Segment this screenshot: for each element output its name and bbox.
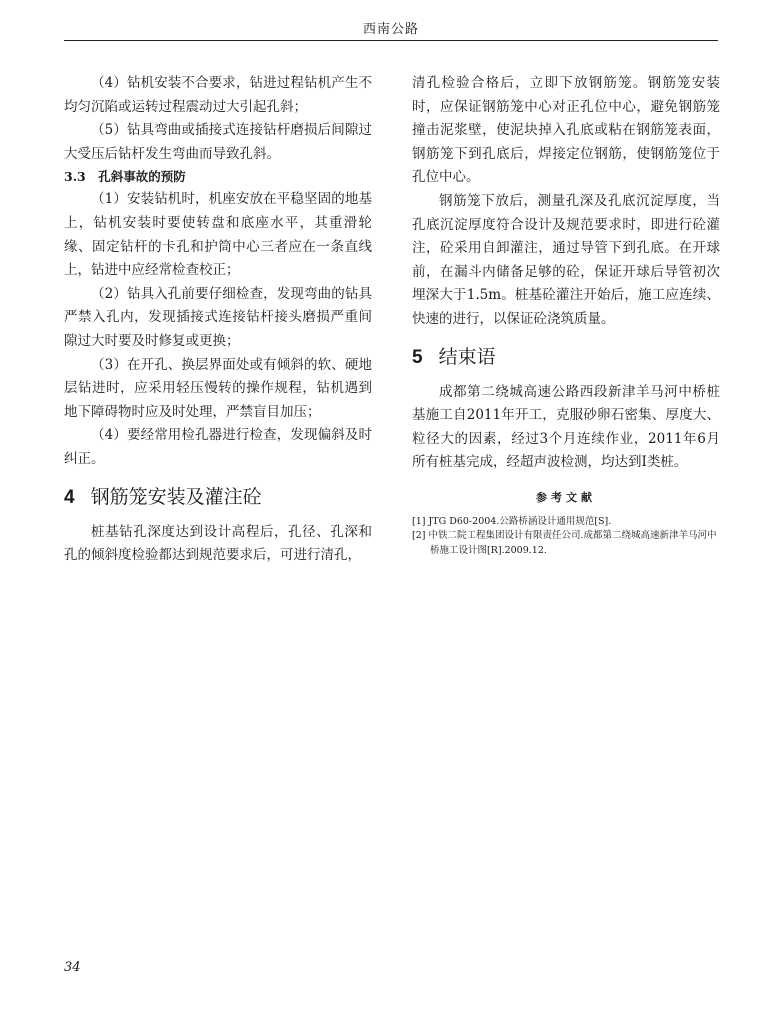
section-title: 钢筋笼安装及灌注砼 xyxy=(90,485,262,508)
paragraph: （2）钻具入孔前要仔细检查，发现弯曲的钻具严禁入孔内，发现插接式连接钻杆接头磨损严重间隙过大时要及时修复或更换； xyxy=(64,285,372,349)
section-number: 4 xyxy=(64,486,75,508)
paragraph: （3）在开孔、换层界面处或有倾斜的软、硬地层钻进时，应采用轻压慢转的操作规程，钻机遇到地下障碍物时应及时处理，严禁盲目加压； xyxy=(64,356,372,420)
section-title: 结束语 xyxy=(438,345,496,368)
left-column xyxy=(64,72,372,568)
subsection-heading: 3.3 孔斜事故的预防 xyxy=(64,169,186,185)
page-number: 34 xyxy=(64,960,81,975)
paragraph: （4）要经常用检孔器进行检查，发现偏斜及时纠正。 xyxy=(64,427,372,467)
header-rule xyxy=(64,40,718,41)
paragraph: （1）安装钻机时，机座安放在平稳坚固的地基上，钻机安装时要使转盘和底座水平，其重滑轮缘、固定钻杆的卡孔和护筒中心三者应在一条直线上，钻进中应经常检查校正； xyxy=(64,191,372,279)
right-column xyxy=(412,72,720,558)
paragraph: 清孔检验合格后，立即下放钢筋笼。钢筋笼安装时，应保证钢筋笼中心对正孔位中心，避免钢筋笼撞击泥浆壁，使泥块掉入孔底或粘在钢筋笼表面，钢筋笼下到孔底后，焊接定位钢筋，使钢筋笼位于孔位中心。 xyxy=(412,75,720,186)
section-heading xyxy=(64,484,372,511)
reference-item: [1] JTG D60-2004.公路桥涵设计通用规范[S]. xyxy=(412,515,612,527)
reference-item: [2] 中铁二院工程集团设计有限责任公司.成都第二绕城高速新津羊马河中桥施工设计图[R].2009.12. xyxy=(412,530,717,556)
paragraph: 成都第二绕城高速公路西段新津羊马河中桥桩基施工自2011年开工，克服砂卵石密集、厚度大、粒径大的因素，经过3个月连续作业，2011年6月所有桩基完成，经超声波检测，均达到Ⅰ类桩。 xyxy=(412,383,720,471)
section-heading xyxy=(412,344,720,371)
paragraph: （4）钻机安装不合要求，钻进过程钻机产生不均匀沉陷或运转过程震动过大引起孔斜； xyxy=(64,75,372,115)
paragraph: 桩基钻孔深度达到设计高程后，孔径、孔深和孔的倾斜度检验都达到规范要求后，可进行清孔， xyxy=(64,523,372,564)
section-number: 5 xyxy=(412,346,423,368)
paragraph: （5）钻具弯曲或插接式连接钻杆磨损后间隙过大受压后钻杆发生弯曲而导致孔斜。 xyxy=(64,122,372,162)
paragraph: 钢筋笼下放后，测量孔深及孔底沉淀厚度，当孔底沉淀厚度符合设计及规范要求时，即进行砼灌注，砼采用自卸灌注，通过导管下到孔底。在开球前，在漏斗内储备足够的砼，保证开球后导管初次埋深大于1.5m。桩基砼灌注开始后，施工应连续、快速的进行，以保证砼浇筑质量。 xyxy=(412,192,720,327)
running-header: 西南公路 xyxy=(362,22,419,37)
references-title: 参考文献 xyxy=(536,490,596,504)
